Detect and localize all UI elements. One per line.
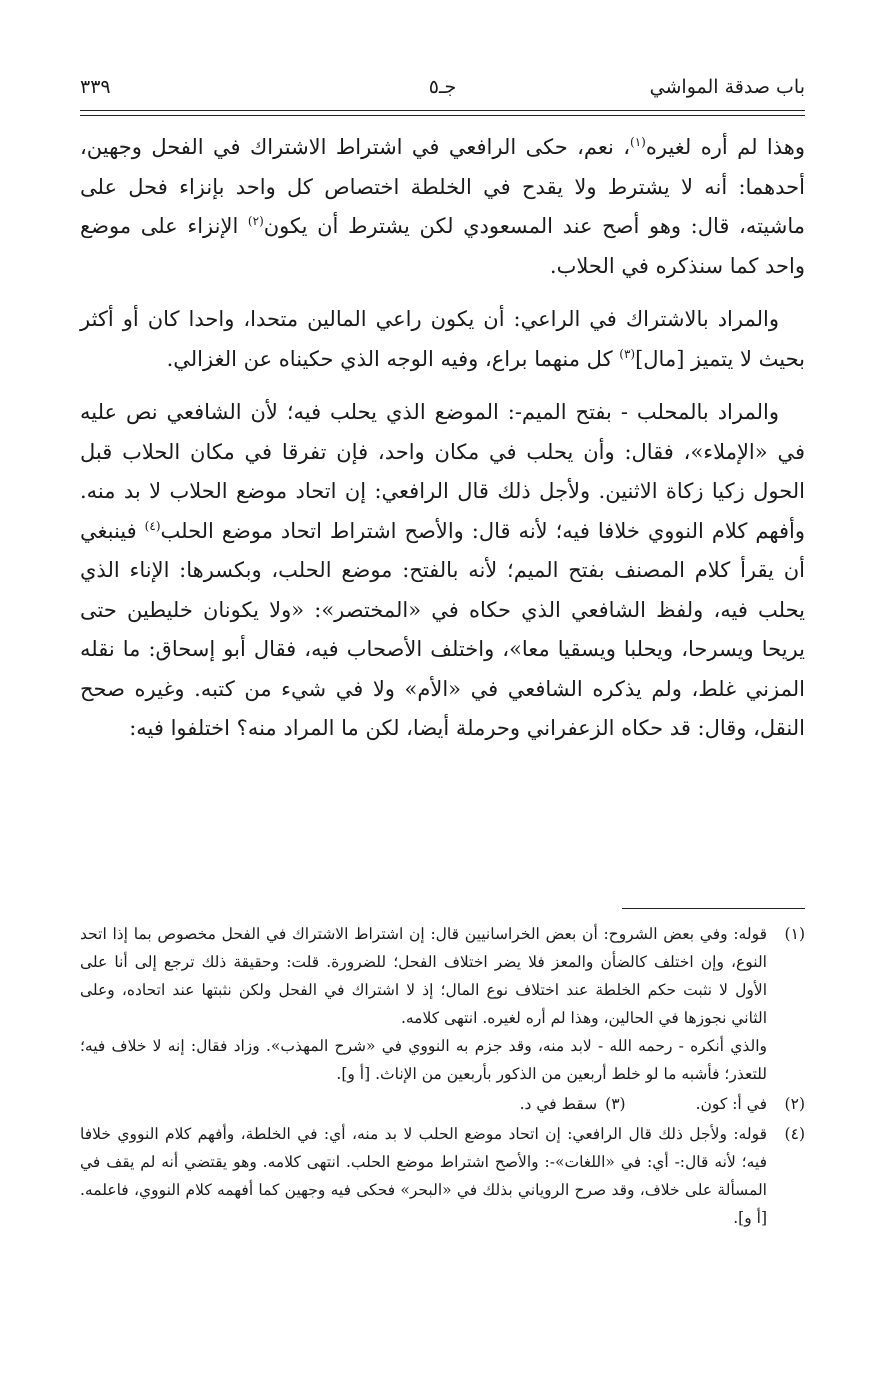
text-run: وهذا لم أره لغيره	[645, 135, 805, 159]
footnote-continuation: والذي أنكره - رحمه الله - لابد منه، وقد جزم به النووي في «شرح المهذب». وزاد فقال: إنه لا خلاف فيه؛ للتعذر؛ فأشبه ما لو خلط أربعين من الذكور بأربعين من الإناث. [أ و].	[80, 1037, 767, 1083]
footnotes-section	[80, 920, 805, 1234]
footnote-number: (٣)	[605, 1095, 626, 1113]
footnote-text: قوله: ولأجل ذلك قال الرافعي: إن اتحاد موضع الحلب لا بد منه، أي: في الخلطة، وأفهم كلام النووي خلافا فيه؛ لأنه قال:- أي: في «اللغات»-: والأصح اشتراط موضع الحلب. انتهى كلامه. وهو يقتضي أنه لم يقف في المسألة على خلاف، وقد صرح الروياني بذلك في «البحر» فحكى فيه وجهين كما أفهمه كلام النووي، فاعلمه. [أ و].	[80, 1125, 767, 1227]
text-run: الإنزاء على موضع واحد كما سنذكره في الحلاب.	[80, 214, 805, 278]
text-run: والمراد بالمحلب - بفتح الميم-: الموضع الذي يحلب فيه؛ لأن الشافعي نص عليه في «الإملاء»، فقال: وأن يحلب في مكان واحد، فإن تفرقا في مكان الحلاب قبل الحول زكيا زكاة الاثنين. ولأجل ذلك قال الرافعي: إن اتحاد موضع الحلاب لا بد منه. وأفهم كلام النووي خلافا فيه؛ لأنه قال: والأصح اشتراط اتحاد موضع الحلب	[80, 400, 805, 543]
text-run: فينبغي أن يقرأ كلام المصنف بفتح الميم؛ لأنه بالفتح: موضع الحلب، وبكسرها: الإناء الذي يحلب فيه، ولفظ الشافعي الذي حكاه في «المختصر»: «ولا يكونان خليطين حتى يريحا ويسرحا، ويحلبا ويسقيا معا»، واختلف الأصحاب فيه، فقال أبو إسحاق: ما نقله المزني غلط، ولم يذكره الشافعي في «الأم» ولا في شيء من كتبه. وغيره صحح النقل، وقال: قد حكاه الزعفراني وحرملة أيضا، لكن ما المراد منه؟ اختلفوا فيه:	[80, 518, 805, 740]
header-rule-thick	[80, 110, 805, 111]
page-number: ٣٣٩	[80, 76, 111, 98]
footnote-text: قوله: وفي بعض الشروح: أن بعض الخراسانيين قال: إن اشتراط الاشتراك في الفحل مخصوص بما إذا اتحد النوع، وإن اختلف كالضأن والمعز فلا يضر اختلاف الفحل؛ للضرورة. قلت: وحقيقة ذلك ترجع إلى أنا على الأول لا نثبت حكم الخلطة عند اختلاف نوع المال؛ إذ لا اشتراك في الفحل ولكن نثبتها عند اتحاده، وعلى الثاني نجوزها في الحالين، وهذا لم أره لغيره. انتهى كلامه.	[80, 925, 767, 1027]
paragraph	[80, 128, 805, 286]
text-run: كل منهما براع، وفيه الوجه الذي حكيناه عن الغزالي.	[166, 346, 620, 371]
footnote-pair	[80, 1090, 805, 1118]
running-header	[80, 70, 805, 106]
chapter-title: باب صدقة المواشي	[649, 76, 805, 98]
volume-label: جـ٥	[428, 76, 457, 98]
text-run: والمراد بالاشتراك في الراعي: أن يكون راعي المالين متحدا، واحدا كان أو أكثر بحيث لا يتميز [مال]	[80, 307, 805, 371]
paragraph	[80, 300, 805, 379]
main-text	[80, 128, 805, 763]
footnote-number: (٤)	[784, 1125, 805, 1143]
footnote-ref[interactable]: (٢)	[247, 214, 264, 228]
text-run: ، نعم، حكى الرافعي في اشتراط الاشتراك في الفحل وجهين، أحدهما: أنه لا يشترط ولا يقدح في الخلطة اختصاص كل واحد بإنزاء فحل على ماشيته، قال: وهو أصح عند المسعودي لكن يشترط أن يكون	[80, 135, 805, 238]
footnote-text: سقط في د.	[519, 1095, 598, 1113]
footnote-text: في أ: كون.	[695, 1095, 767, 1113]
footnote-number: (٢)	[784, 1095, 805, 1113]
header-rule-thin	[80, 115, 805, 116]
footnote-number: (١)	[784, 925, 805, 943]
footnote	[80, 1120, 805, 1232]
footnote-ref[interactable]: (٣)	[619, 346, 636, 361]
paragraph	[80, 393, 805, 749]
footnote-ref[interactable]: (٤)	[144, 518, 161, 533]
footnote-ref[interactable]: (١)	[630, 135, 646, 149]
footnote	[80, 920, 805, 1088]
footnote-separator	[622, 908, 805, 909]
